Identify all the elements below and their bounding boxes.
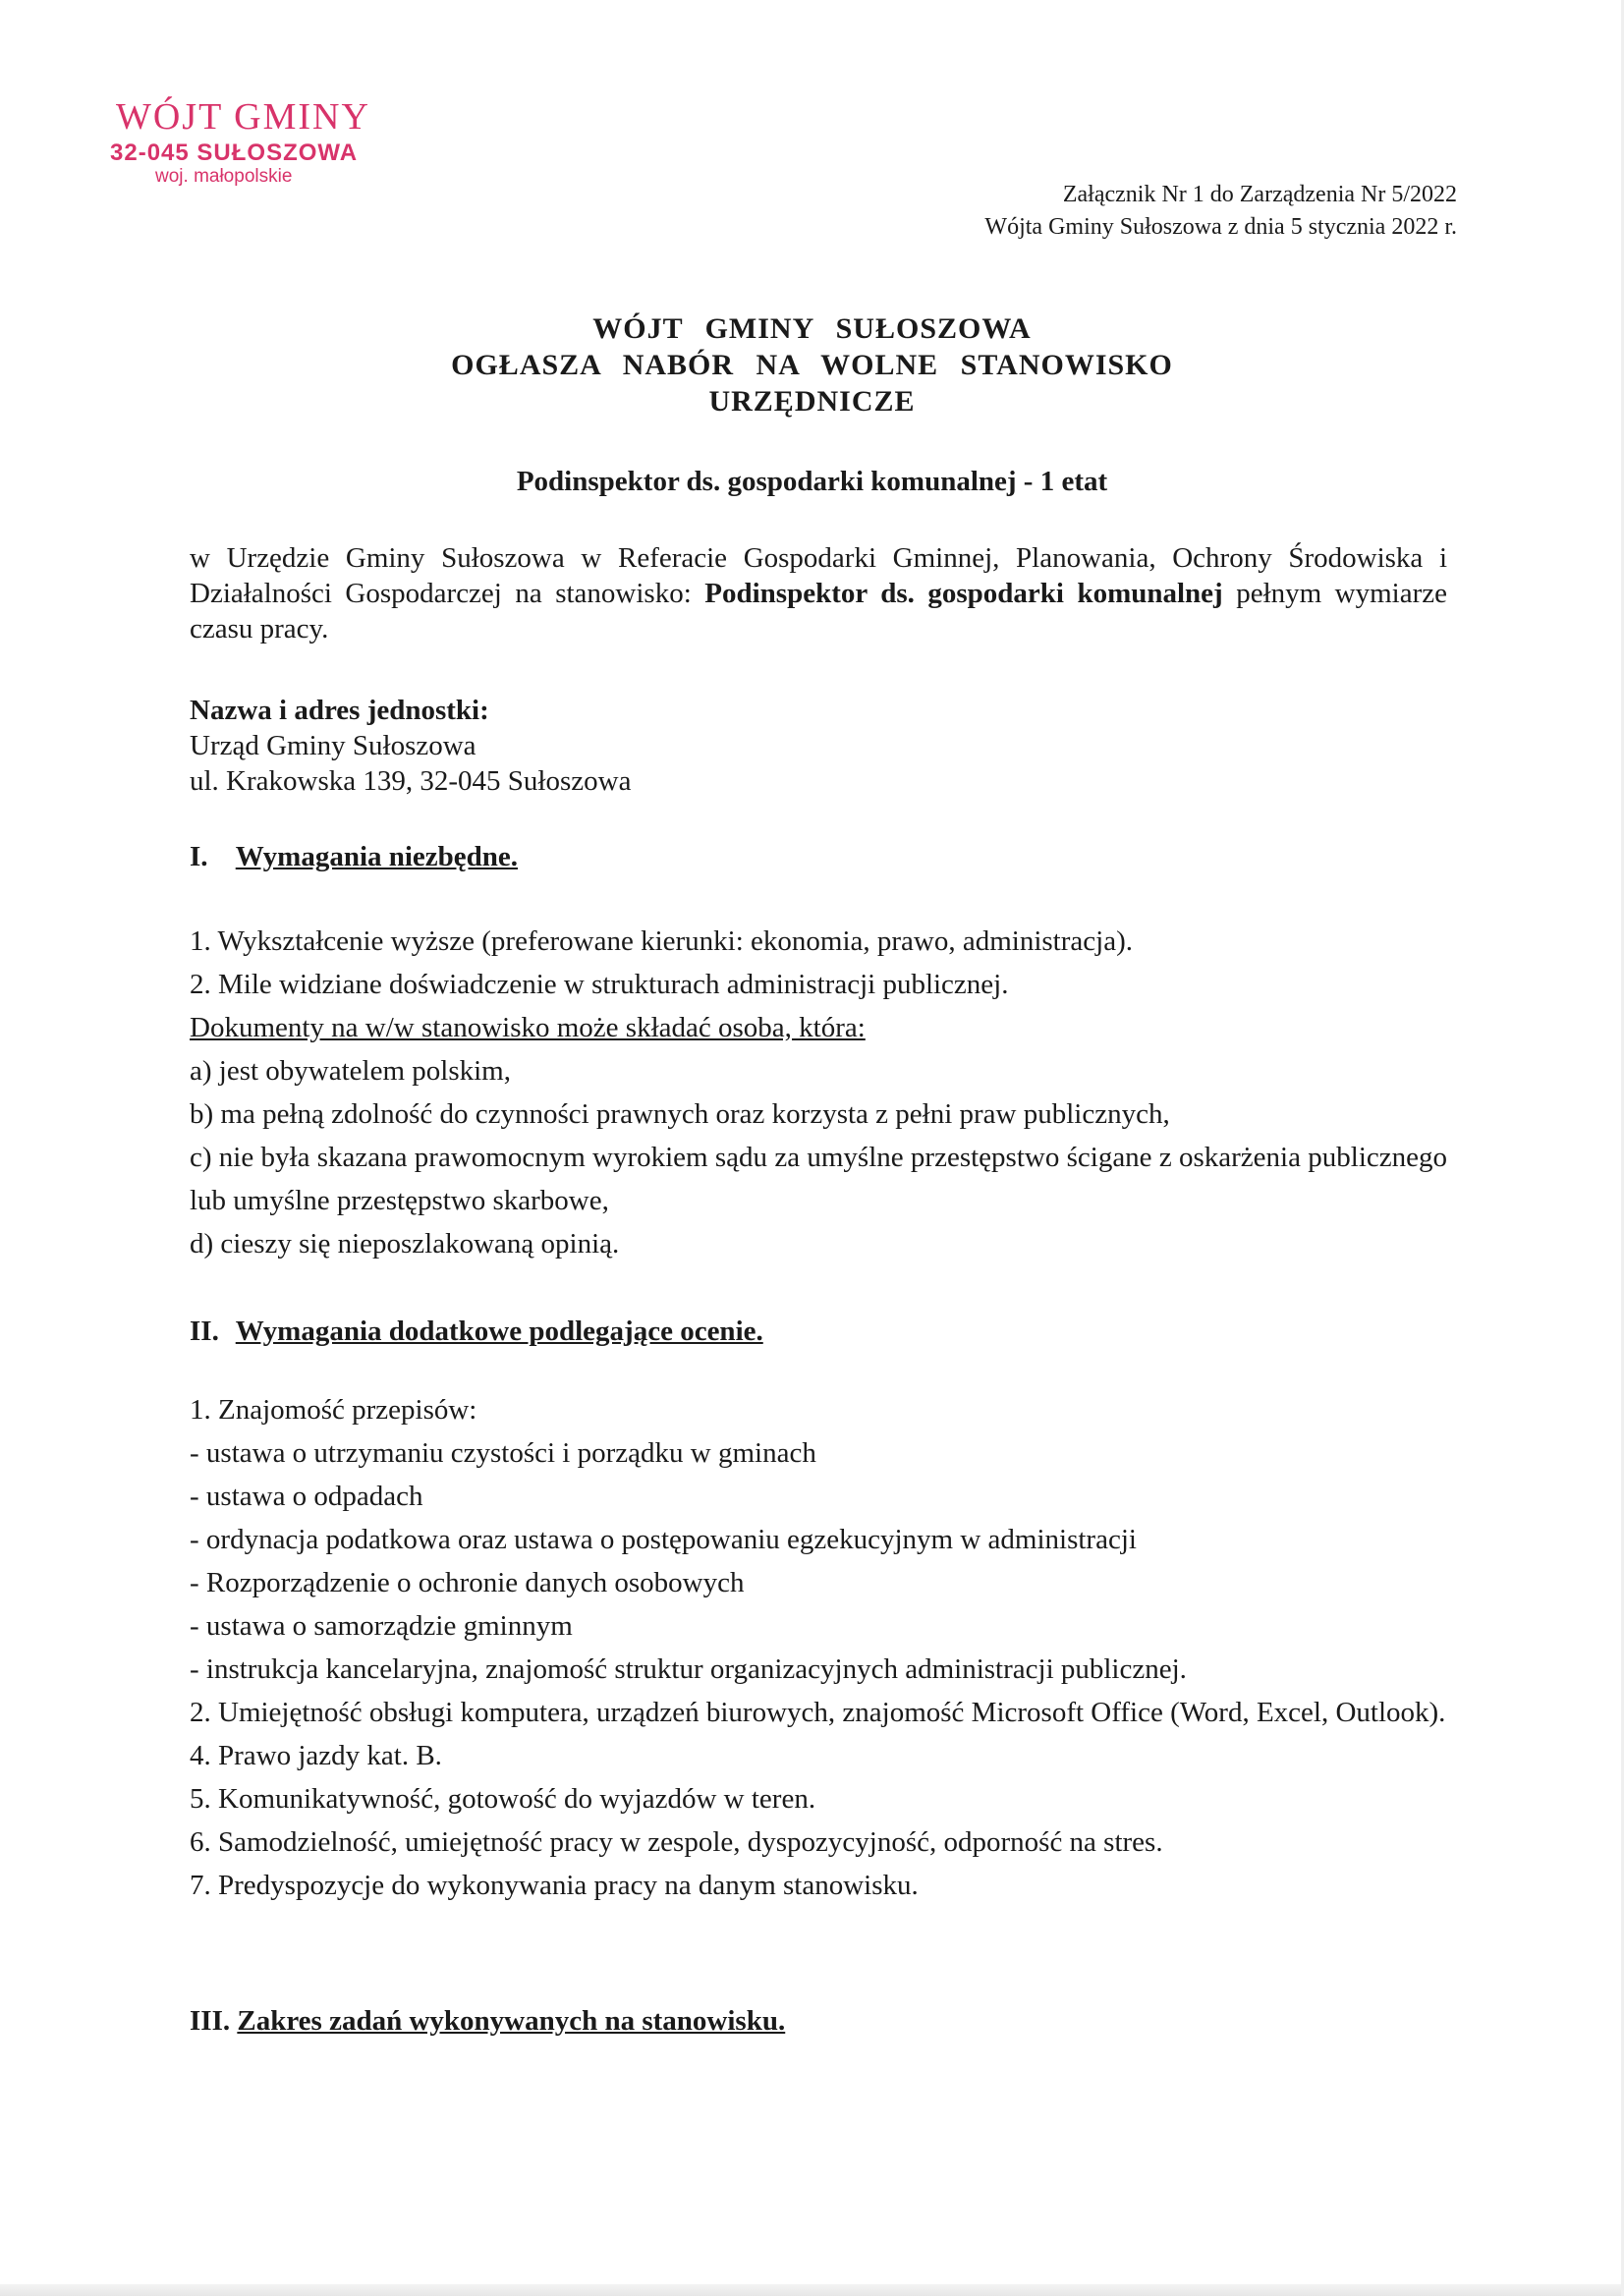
stamp-line-1: WÓJT GMINY — [116, 96, 370, 138]
additional-item-6: 6. Samodzielność, umiejętność pracy w zespole, dyspozycyjność, odporność na stres. — [190, 1826, 1163, 1858]
section-2-number: II. — [190, 1316, 219, 1347]
section-1-heading — [190, 839, 1447, 874]
stamp-line-3: woj. małopolskie — [155, 166, 293, 187]
position-name: Podinspektor ds. gospodarki komunalnej - 1 etat — [516, 466, 1108, 497]
requirement-a: a) jest obywatelem polskim, — [190, 1055, 511, 1087]
attachment-line-1: Załącznik Nr 1 do Zarządzenia Nr 5/2022 — [1062, 182, 1457, 207]
documents-header: Dokumenty na w/w stanowisko może składać osoba, która: — [190, 1012, 866, 1043]
section-1-title: Wymagania niezbędne. — [235, 841, 519, 872]
requirements-list — [190, 920, 1447, 1265]
intro-position-bold: Podinspektor ds. gospodarki komunalnej — [704, 578, 1223, 609]
law-item-6: - instrukcja kancelaryjna, znajomość struktur organizacyjnych administracji publicznej. — [190, 1653, 1187, 1685]
attachment-reference — [984, 179, 1457, 244]
unit-name: Urząd Gminy Sułoszowa — [190, 730, 476, 761]
section-3-number: III. — [190, 2005, 231, 2037]
title-line-2: OGŁASZA NABÓR NA WOLNE STANOWISKO — [451, 349, 1173, 381]
title-line-1: WÓJT GMINY SUŁOSZOWA — [592, 312, 1032, 345]
additional-item-1: 1. Znajomość przepisów: — [190, 1394, 477, 1426]
scan-bottom-edge — [0, 2284, 1624, 2296]
attachment-line-2: Wójta Gminy Sułoszowa z dnia 5 stycznia 2022 r. — [984, 214, 1457, 240]
intro-paragraph — [190, 540, 1447, 646]
announcement-title — [0, 310, 1624, 420]
title-line-3: URZĘDNICZE — [708, 385, 916, 418]
stamp-line-2: 32-045 SUŁOSZOWA — [110, 140, 359, 166]
additional-item-4: 4. Prawo jazdy kat. B. — [190, 1740, 442, 1771]
requirement-c: c) nie była skazana prawomocnym wyrokiem sądu za umyślne przestępstwo ścigane z oskarżenia publicznego lub umyślne przestępstwo skarbowe, — [190, 1142, 1447, 1216]
law-item-3: - ordynacja podatkowa oraz ustawa o postępowaniu egzekucyjnym w administracji — [190, 1524, 1137, 1555]
office-stamp — [110, 98, 370, 186]
section-1-number: I. — [190, 841, 208, 872]
requirement-b: b) ma pełną zdolność do czynności prawnych oraz korzysta z pełni praw publicznych, — [190, 1098, 1170, 1130]
section-3-title: Zakres zadań wykonywanych na stanowisku. — [237, 2005, 786, 2037]
additional-item-2: 2. Umiejętność obsługi komputera, urządzeń biurowych, znajomość Microsoft Office (Word, Excel, Outlook). — [190, 1697, 1446, 1728]
section-2-heading — [190, 1314, 1447, 1349]
unit-header: Nazwa i adres jednostki: — [190, 695, 489, 726]
unit-address: ul. Krakowska 139, 32-045 Sułoszowa — [190, 765, 632, 797]
section-3-heading — [190, 2003, 1447, 2039]
law-item-5: - ustawa o samorządzie gminnym — [190, 1610, 573, 1642]
law-item-1: - ustawa o utrzymaniu czystości i porządku w gminach — [190, 1437, 816, 1469]
requirement-d: d) cieszy się nieposzlakowaną opinią. — [190, 1228, 620, 1260]
additional-item-5: 5. Komunikatywność, gotowość do wyjazdów w teren. — [190, 1783, 816, 1815]
law-item-4: - Rozporządzenie o ochronie danych osobowych — [190, 1567, 745, 1598]
intro-text-2: pełnym wymiarze czasu pracy. — [190, 578, 1447, 644]
section-2-title: Wymagania dodatkowe podlegające ocenie. — [235, 1316, 763, 1347]
additional-item-7: 7. Predyspozycje do wykonywania pracy na danym stanowisku. — [190, 1870, 919, 1901]
law-item-2: - ustawa o odpadach — [190, 1481, 423, 1512]
requirement-item-1: 1. Wykształcenie wyższe (preferowane kierunki: ekonomia, prawo, administracja). — [190, 925, 1133, 957]
additional-requirements-list — [190, 1388, 1447, 1907]
intro-text-1: w Urzędzie Gminy Sułoszowa w Referacie Gospodarki Gminnej, Planowania, Ochrony Środowiska i Działalności Gospodarczej na stanowisko: — [190, 542, 1447, 609]
requirement-item-2: 2. Mile widziane doświadczenie w strukturach administracji publicznej. — [190, 969, 1009, 1000]
unit-info — [190, 693, 1447, 799]
